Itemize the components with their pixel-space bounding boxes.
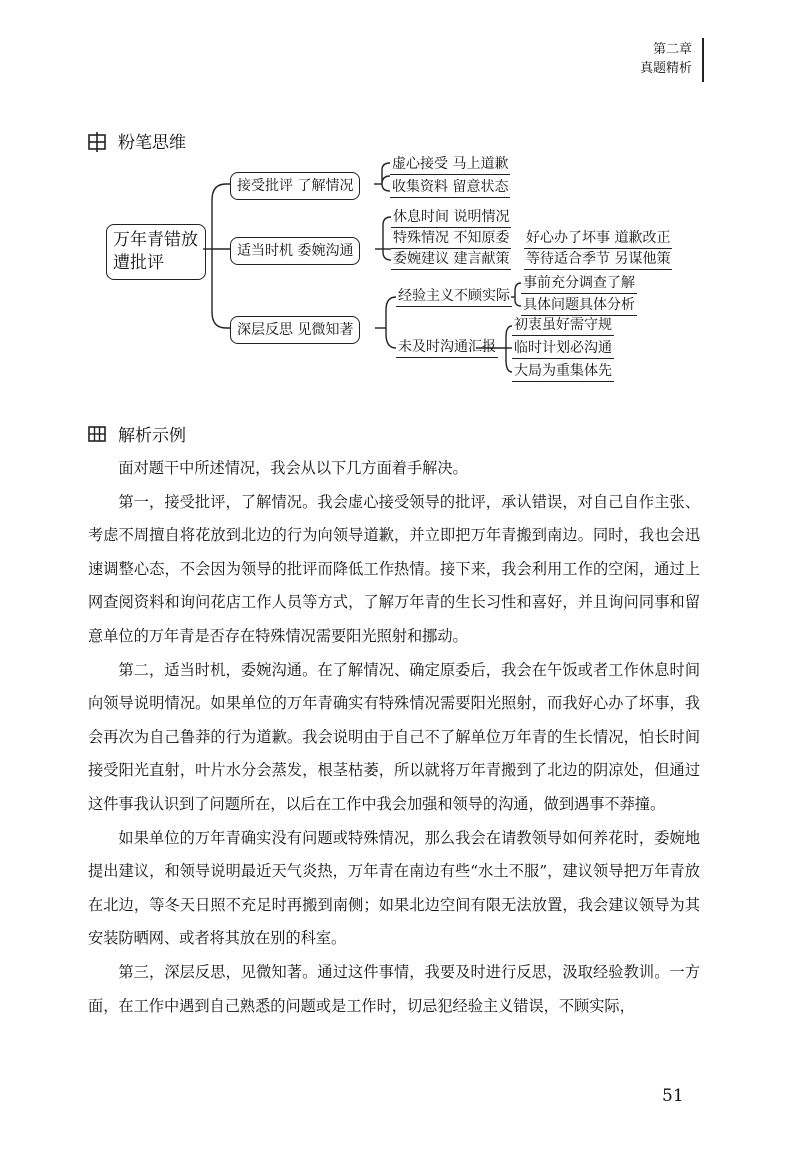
analysis-body [88,452,700,1023]
branch-2-extra-2: 等待适合季节 另谋他策 [524,250,672,270]
paragraph: 如果单位的万年青确实没有问题或特殊情况，那么我会在请教领导如何养花时，委婉地提出建议，和领导说明最近天气炎热，万年青在南边有些“水土不服”，建议领导把万年青放在北边，等冬天日照不充足时再搬到南侧；如果北边空间有限无法放置，我会建议领导为其安装防晒网、或者将其放在别的科室。 [88,828,700,948]
section-heading-analysis [88,421,186,446]
branch-3-sub-1-leaf-2: 具体问题具体分析 [521,296,637,316]
branch-1: 接受批评 了解情况 [230,172,360,200]
branch-2-leaf-1: 休息时间 说明情况 [391,208,511,228]
branch-3-sub-1-leaf-1: 事前充分调查了解 [521,274,637,294]
branch-2-leaf-2: 特殊情况 不知原委 [391,229,511,249]
paragraph: 第二，适当时机，委婉沟通。在了解情况、确定原委后，我会在午饭或者工作休息时间向领导说明情况。如果单位的万年青确实有特殊情况需要阳光照射，而我好心办了坏事，我会再次为自己鲁莽的行为道歉。我会说明由于自己不了解单位万年青的生长情况，怕长时间接受阳光直射，叶片水分会蒸发，根茎枯萎，所以就将万年青搬到了北边的阴凉处，但通过这件事我认识到了问题所在，以后在工作中我会加强和领导的沟通，做到遇事不莽撞。 [88,660,700,813]
paragraph: 面对题干中所述情况，我会从以下几方面着手解决。 [118,459,468,477]
paragraph: 第一，接受批评，了解情况。我会虚心接受领导的批评，承认错误，对自己自作主张、考虑不周擅自将花放到北边的行为向领导道歉，并立即把万年青搬到南边。同时，我也会迅速调整心态，不会因为领导的批评而降低工作热情。接下来，我会利用工作的空闲，通过上网查阅资料和询问花店工作人员等方式，了解万年青的生长习性和喜好，并且询问同事和留意单位的万年青是否存在特殊情况需要阳光照射和挪动。 [88,492,700,645]
branch-3-sub-2: 未及时沟通汇报 [396,338,498,358]
paragraph: 第三，深层反思，见微知著。通过这件事情，我要及时进行反思，汲取经验教训。一方面，在工作中遇到自己熟悉的问题或是工作时，切忌犯经验主义错误，不顾实际， [88,962,700,1015]
chapter-subtitle: 真题精析 [639,61,692,76]
section-title: 粉笔思维 [118,133,186,153]
branch-2-leaf-3: 委婉建议 建言献策 [391,250,511,270]
branch-2-extra-1: 好心办了坏事 道歉改正 [524,229,672,249]
chapter-title: 第二章 [652,42,692,57]
branch-3-sub-2-leaf-1: 初衷虽好需守规 [512,316,614,336]
branch-3: 深层反思 见微知著 [230,316,360,344]
mindmap-root: 万年青错放遭批评 [106,224,206,280]
book-grid-icon [88,425,106,443]
page-number: 51 [662,1086,684,1106]
branch-3-sub-2-leaf-2: 临时计划必沟通 [512,339,614,359]
branch-1-leaf-1: 虚心接受 马上道歉 [390,155,510,175]
branch-3-sub-2-leaf-3: 大局为重集体先 [512,362,614,382]
section-title: 解析示例 [118,426,186,446]
branch-2: 适当时机 委婉沟通 [230,237,360,265]
branch-3-sub-1: 经验主义不顾实际 [396,287,512,307]
branch-1-leaf-2: 收集资料 留意状态 [390,178,510,198]
